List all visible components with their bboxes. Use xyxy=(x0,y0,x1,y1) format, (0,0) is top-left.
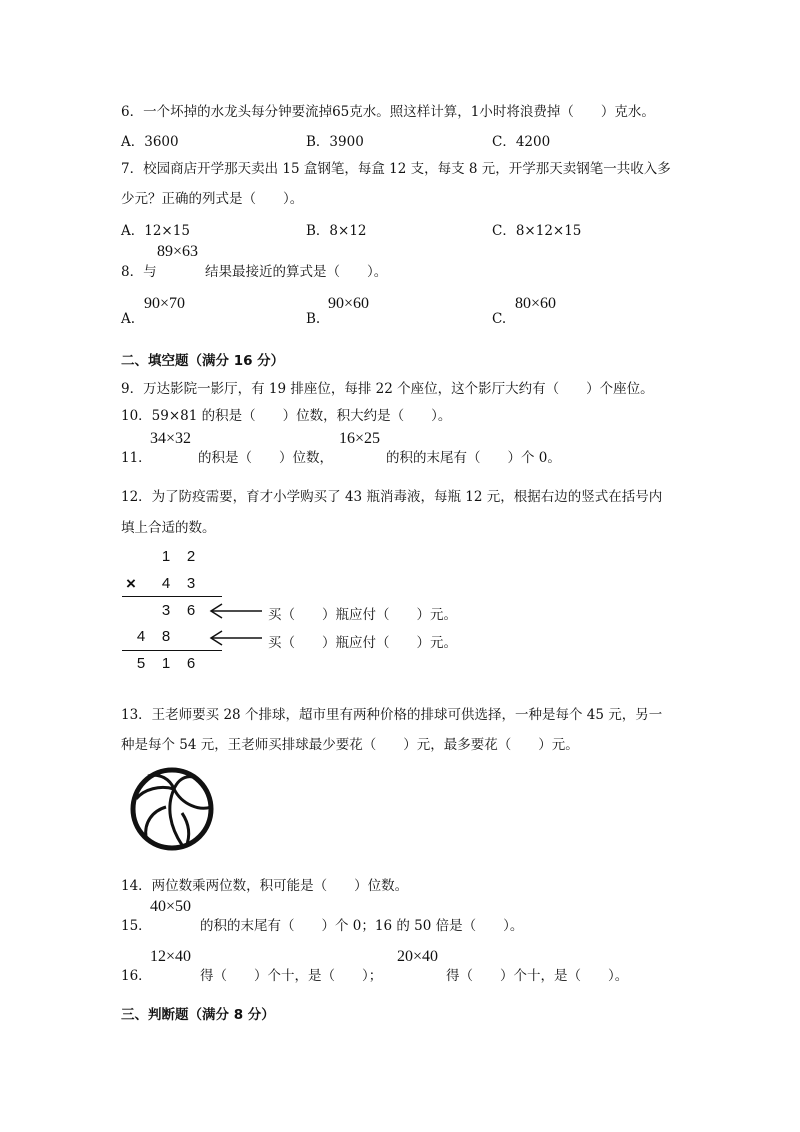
q12-note-2: 买（ ）瓶应付（ ）元。 xyxy=(268,635,457,651)
section-2-title: 二、填空题（满分 16 分） xyxy=(121,353,285,369)
q11-end-text: 的积的末尾有（ ）个 0。 xyxy=(386,450,561,466)
digit: 2 xyxy=(186,548,196,565)
q8-option-c-expression: 80×60 xyxy=(515,295,557,312)
q12-stem-line2: 填上合适的数。 xyxy=(121,520,216,536)
q11-expression-1: 34×32 xyxy=(150,430,192,447)
q16-number: 16． xyxy=(121,968,152,984)
q8-option-b-letter: B. xyxy=(306,311,321,327)
rule-line xyxy=(122,650,222,651)
q13-stem-line1: 13．王老师要买 28 个排球，超市里有两种价格的排球可供选择，一种是每个 45 元，另一 xyxy=(121,707,663,723)
digit: 3 xyxy=(186,575,196,592)
q15-expression: 40×50 xyxy=(150,898,192,915)
digit: 3 xyxy=(161,602,171,619)
q8-option-a-expression: 90×70 xyxy=(144,295,186,312)
q13-stem-line2: 种是每个 54 元，王老师买排球最少要花（ ）元，最多要花（ ）元。 xyxy=(121,737,579,753)
q10-stem: 10．59×81 的积是（ ）位数，积大约是（ ）。 xyxy=(121,408,452,424)
q12-note-1: 买（ ）瓶应付（ ）元。 xyxy=(268,607,457,623)
q16-middle-text-2: 得（ ）个十，是（ ）。 xyxy=(446,968,629,984)
q14-stem: 14．两位数乘两位数，积可能是（ ）位数。 xyxy=(121,878,409,894)
q9-stem: 9．万达影院一影厅，有 19 排座位，每排 22 个座位，这个影厅大约有（ ）个座位。 xyxy=(121,381,654,397)
volleyball-image xyxy=(130,767,214,851)
q6-option-a: A．3600 xyxy=(121,134,179,150)
q6-option-b: B．3900 xyxy=(306,134,364,150)
q6-option-c: C．4200 xyxy=(492,134,551,150)
q15-rest-text: 的积的末尾有（ ）个 0；16 的 50 倍是（ ）。 xyxy=(200,918,524,934)
q7-option-a: A．12×15 xyxy=(121,223,190,239)
q8-prefix: 8．与 xyxy=(121,264,157,280)
digit: 4 xyxy=(161,575,171,592)
q7-stem-line2: 少元？正确的列式是（ ）。 xyxy=(121,191,304,207)
q11-number: 11． xyxy=(121,450,152,466)
digit: 4 xyxy=(136,628,146,645)
q16-expression-1: 12×40 xyxy=(150,948,192,965)
q7-option-c: C．8×12×15 xyxy=(492,223,582,239)
times-sign: × xyxy=(126,574,136,593)
digit: 5 xyxy=(136,655,146,672)
q7-stem-line1: 7．校园商店开学那天卖出 15 盒钢笔，每盒 12 支，每支 8 元，开学那天卖钢笔一共收入多 xyxy=(121,161,671,177)
q8-expression: 89×63 xyxy=(157,243,199,260)
q11-middle-text: 的积是（ ）位数， xyxy=(198,450,333,466)
q6-stem: 6．一个坏掉的水龙头每分钟要流掉65克水。照这样计算，1小时将浪费掉（ ）克水。 xyxy=(121,104,655,120)
digit: 1 xyxy=(161,548,171,565)
digit: 8 xyxy=(161,628,171,645)
q16-middle-text-1: 得（ ）个十，是（ ）； xyxy=(200,968,383,984)
q8-option-c-letter: C. xyxy=(492,311,507,327)
rule-line xyxy=(122,596,222,597)
section-3-title: 三、判断题（满分 8 分） xyxy=(121,1007,275,1023)
digit: 6 xyxy=(186,655,196,672)
digit: 1 xyxy=(161,655,171,672)
q16-expression-2: 20×40 xyxy=(397,948,439,965)
q8-option-b-expression: 90×60 xyxy=(328,295,370,312)
digit: 6 xyxy=(186,602,196,619)
q15-number: 15． xyxy=(121,918,152,934)
q7-option-b: B．8×12 xyxy=(306,223,367,239)
q12-stem-line1: 12．为了防疫需要，育才小学购买了 43 瓶消毒液，每瓶 12 元，根据右边的竖式在括号内 xyxy=(121,489,663,505)
q11-expression-2: 16×25 xyxy=(339,430,381,447)
q8-suffix: 结果最接近的算式是（ ）。 xyxy=(205,264,388,280)
arrow-left-icon xyxy=(206,600,266,650)
q8-option-a-letter: A. xyxy=(121,311,136,327)
